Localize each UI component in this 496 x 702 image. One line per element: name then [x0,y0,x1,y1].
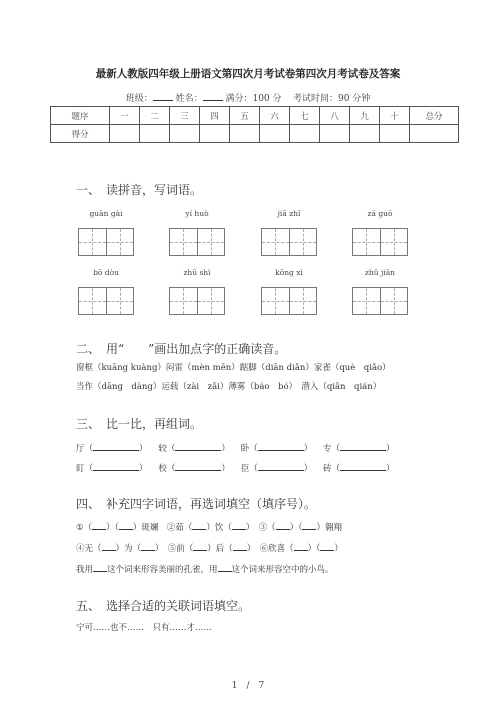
paren-close: ） [221,444,230,454]
compare-row-2 [76,461,395,474]
idiom-text: ）（ [106,523,119,533]
score-cell [290,125,320,143]
section3-title: 三、 比一比，再组词。 [76,417,203,431]
writing-grid[interactable] [352,228,408,256]
idiom-text: ）后（ [207,544,233,554]
paren-close: ） [303,444,313,454]
answer-blank[interactable] [218,562,232,572]
score-cell [260,125,290,143]
exam-info-line [0,91,496,104]
paren-close: ） [139,464,148,474]
section1-title: 一、 读拼音，写词语。 [76,183,203,197]
idiom-text: ） ⑤前（ [155,544,194,554]
answer-blank[interactable] [192,520,206,530]
char-item: 臣（ [240,464,258,474]
class-label: 班级： [125,94,153,104]
idiom-line-3 [76,562,334,575]
answer-blank[interactable] [141,541,155,551]
fill-text: 我用 [76,565,94,575]
paren-close: ） [386,444,395,454]
paren-close: ） [303,464,313,474]
pronunciation-line-1: 窗框（kuāng kuàng）闷雷（mèn mēn）踮脚（diān diǎn）家雀（què qiǎo） [76,363,391,373]
table-cell: 八 [320,107,350,125]
class-blank [153,91,173,101]
score-table-header-row [51,107,459,125]
answer-blank[interactable] [340,441,386,451]
idiom-text: ）（ [307,544,321,554]
answer-blank[interactable] [258,461,304,471]
idiom-text: ）斑斓 ②茹（ [132,523,193,533]
answer-blank[interactable] [258,441,304,451]
table-cell: 六 [260,107,290,125]
char-item: 厅（ [76,444,94,454]
table-cell: 十 [380,107,410,125]
answer-blank[interactable] [102,541,116,551]
idiom-text: ④无（ [76,544,102,554]
table-cell: 一 [110,107,140,125]
section5-title: 五、 选择合适的关联词语填空。 [76,599,251,613]
answer-blank[interactable] [175,461,221,471]
table-cell: 九 [350,107,380,125]
writing-grid[interactable] [261,228,317,256]
fill-text: 这个词来形容空中的小鸟。 [231,565,334,575]
idiom-text: ）（ [289,523,303,533]
name-label: 姓名： [175,94,203,104]
pinyin-label: guān gài [89,209,123,218]
score-cell [320,125,350,143]
idiom-text: ） [334,544,343,554]
answer-blank[interactable] [193,541,207,551]
score-cell [350,125,380,143]
writing-grid[interactable] [78,228,134,256]
answer-blank[interactable] [232,520,246,530]
pronunciation-line-2: 当作（dāng dàng）运载（zài zǎi）薄雾（báo bó） 潜入（qiǎn qián） [76,382,382,392]
writing-grid[interactable] [169,228,225,256]
answer-blank[interactable] [276,520,290,530]
pinyin-label: jiā zhǐ [277,209,301,218]
paren-close: ） [139,444,148,454]
writing-grid[interactable] [78,287,134,315]
pinyin-label: zhǔ jiān [364,268,396,277]
pinyin-label: bō dòu [93,268,119,277]
pinyin-label: zhū shì [183,268,211,277]
idiom-text: ） ⑥欣喜（ [246,544,294,554]
writing-grid[interactable] [352,287,408,315]
score-cell [110,125,140,143]
section2-title: 二、 用“ ”画出加点字的正确读音。 [76,342,287,356]
fill-text: 这个词来形容美丽的孔雀，用 [107,565,218,575]
table-cell: 二 [140,107,170,125]
table-cell: 七 [290,107,320,125]
full-score: 满分：100 分 [225,94,282,104]
pinyin-label: yí huò [185,209,209,218]
answer-blank[interactable] [294,541,308,551]
answer-blank[interactable] [92,520,106,530]
answer-blank[interactable] [302,520,316,530]
answer-blank[interactable] [119,520,133,530]
score-cell [170,125,200,143]
score-cell [380,125,410,143]
score-cell [230,125,260,143]
writing-grid[interactable] [261,287,317,315]
writing-grid[interactable] [169,287,225,315]
pinyin-label: zá guō [367,209,393,218]
answer-blank[interactable] [320,541,334,551]
char-item: 砖（ [323,464,341,474]
idiom-line-2 [76,541,343,554]
document-title: 最新人教版四年级上册语文第四次月考试卷第四次月考试卷及答案 [95,68,401,80]
idiom-text: ）翱翔 [316,523,342,533]
char-item: 卧（ [240,444,258,454]
char-item: 专（ [323,444,341,454]
score-table [50,106,459,143]
score-cell [410,125,459,143]
answer-blank[interactable] [340,461,386,471]
answer-blank[interactable] [175,441,221,451]
exam-time: 考试时间：90 分钟 [292,94,371,104]
idiom-line-1 [76,520,342,533]
compare-row-1 [76,441,395,454]
table-cell: 四 [200,107,230,125]
char-item: 盯（ [76,464,94,474]
score-cell [140,125,170,143]
idiom-text: ①（ [76,523,93,533]
char-item: 较（ [158,444,176,454]
paren-close: ） [221,464,230,474]
conjunction-options: 宁可……也不…… 只有……才…… [76,623,213,633]
score-table-score-row [51,125,459,143]
paren-close: ） [386,464,395,474]
pinyin-label: kōng xì [275,268,303,277]
table-cell: 总分 [410,107,459,125]
char-item: 校（ [158,464,176,474]
name-blank [203,91,223,101]
page-number: 1 / 7 [231,681,265,691]
table-cell: 五 [230,107,260,125]
answer-blank[interactable] [93,562,107,572]
answer-blank[interactable] [93,461,139,471]
section4-title: 四、 补充四字词语，再选词填空（填序号）。 [76,497,317,511]
idiom-text: ）为（ [115,544,142,554]
table-cell: 得分 [51,125,110,143]
score-cell [200,125,230,143]
table-cell: 三 [170,107,200,125]
idiom-text: ） ③（ [245,523,276,533]
table-cell: 题序 [51,107,110,125]
idiom-text: ）饮（ [206,523,232,533]
answer-blank[interactable] [93,441,139,451]
answer-blank[interactable] [233,541,247,551]
